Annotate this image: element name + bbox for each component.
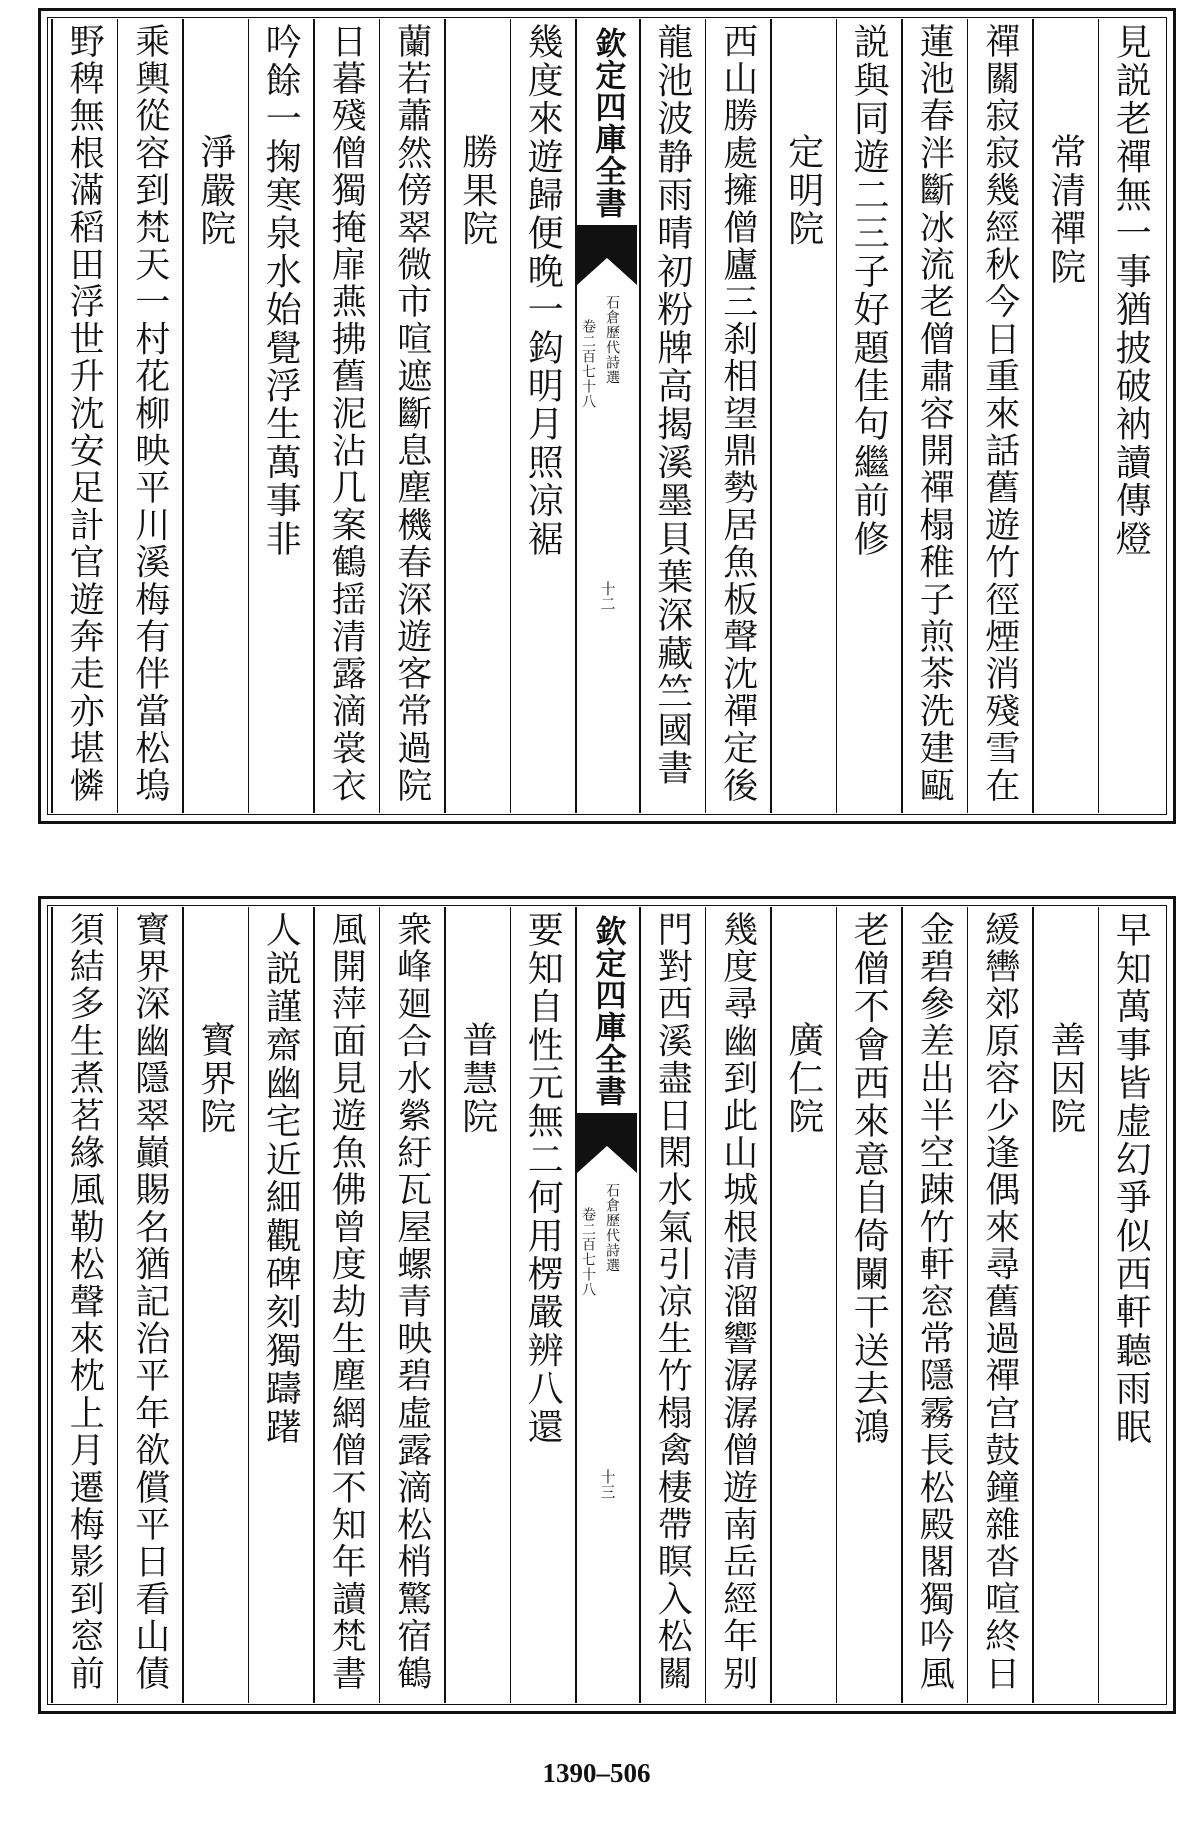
verse-column xyxy=(967,23,1033,809)
section-title xyxy=(444,911,510,1699)
verse-column xyxy=(248,911,314,1699)
verse-column xyxy=(1098,911,1164,1699)
section-title xyxy=(770,23,836,809)
verse-column xyxy=(379,23,445,809)
column-rule xyxy=(901,19,903,813)
column-rule xyxy=(836,907,838,1703)
verse-column xyxy=(705,911,771,1699)
center-rule xyxy=(639,19,641,813)
verse-column xyxy=(639,23,705,809)
fish-tail-top xyxy=(577,1113,637,1173)
verse-text: 龍池波静雨晴初粉牌高揭溪墨貝葉深藏竺國書 xyxy=(651,23,693,787)
column-rule xyxy=(967,907,969,1703)
column-rule xyxy=(1032,907,1034,1703)
verse-text: 風開萍面見遊魚佛曾度劫生塵網僧不知年讀梵書 xyxy=(326,911,367,1693)
verse-text: 禪關寂寂幾經秋今日重來話舊遊竹徑煙消殘雪在 xyxy=(979,23,1020,805)
folio-number: 1390–506 xyxy=(542,1758,651,1788)
section-title xyxy=(182,911,248,1699)
verse-text: 衆峰廻合水縈紆瓦屋螺青映碧虛露滴松梢驚宿鶴 xyxy=(391,911,432,1693)
verse-text: 見説老禪無一事猶披破衲讀傳燈 xyxy=(1110,23,1152,558)
column-rule xyxy=(51,907,53,1703)
verse-text: 要知自性元無二何用楞嚴辨八還 xyxy=(522,911,564,1446)
column-rule xyxy=(182,19,184,813)
verse-text: 野稗無根滿稻田浮世升沈安足計官遊奔走亦堪憐 xyxy=(64,23,105,805)
verse-column xyxy=(117,911,183,1699)
section-title-text: 寳界院 xyxy=(194,1021,236,1136)
verse-text: 須結多生煮茗緣風勒松聲來枕上月遷梅影到窓前 xyxy=(64,911,105,1693)
column-rule xyxy=(901,907,903,1703)
column-rule xyxy=(510,19,512,813)
column-rule xyxy=(51,19,53,813)
verse-column xyxy=(510,23,576,809)
verse-text: 老僧不會西來意自倚闌干送去鴻 xyxy=(848,911,890,1446)
section-title xyxy=(444,23,510,809)
verse-text: 緩轡郊原容少逢偶來尋舊過禪宫鼓鐘雜沓喧終日 xyxy=(979,911,1020,1693)
section-title-text: 定明院 xyxy=(782,133,824,248)
verse-text: 日暮殘僧獨掩扉燕拂舊泥沾几案鶴揺清露滴裳衣 xyxy=(326,23,367,805)
verse-text: 説與同遊二三子好題佳句繼前修 xyxy=(848,23,890,558)
column-rule xyxy=(705,19,707,813)
column-rule xyxy=(1098,907,1100,1703)
verse-column xyxy=(836,911,902,1699)
column-rule xyxy=(313,19,315,813)
verse-text: 幾度來遊歸便晚一鈎明月照凉裾 xyxy=(522,23,564,558)
column-rule xyxy=(770,19,772,813)
column-rule xyxy=(1032,19,1034,813)
page-number: 十三 xyxy=(598,1469,617,1499)
volume-label: 卷二百七十八 xyxy=(580,1207,596,1297)
book-title: 欽定四庫全書 xyxy=(589,915,626,1107)
verse-column xyxy=(1098,23,1164,809)
verse-column xyxy=(117,23,183,809)
column-rule xyxy=(248,907,250,1703)
verse-text: 金碧參差出半空踈竹軒窓常隱霧長松殿閣獨吟風 xyxy=(914,911,955,1693)
section-title xyxy=(1032,911,1098,1699)
column-rule xyxy=(836,19,838,813)
volume-label: 卷二百七十八 xyxy=(580,319,596,409)
column-rule xyxy=(248,19,250,813)
fish-tail-top xyxy=(577,225,637,285)
column-rule xyxy=(967,19,969,813)
page-number: 十二 xyxy=(598,581,617,611)
column-rule xyxy=(705,907,707,1703)
column-rule xyxy=(444,19,446,813)
verse-column xyxy=(313,23,379,809)
book-title: 欽定四庫全書 xyxy=(589,27,626,219)
center-rule xyxy=(575,19,577,813)
verse-column xyxy=(836,23,902,809)
column-rule xyxy=(117,907,119,1703)
verse-column xyxy=(901,911,967,1699)
verse-column xyxy=(379,911,445,1699)
section-title xyxy=(770,911,836,1699)
verse-column xyxy=(705,23,771,809)
center-band xyxy=(575,23,639,809)
section-title-text: 廣仁院 xyxy=(782,1021,824,1136)
section-title-text: 善因院 xyxy=(1044,1021,1086,1136)
section-title-text: 淨嚴院 xyxy=(194,133,236,248)
verse-text: 幾度尋幽到此山城根清溜響潺潺僧遊南岳經年别 xyxy=(717,911,758,1693)
section-title xyxy=(1032,23,1098,809)
verse-text: 寳界深幽隱翠巓賜名猶記治平年欲償平日看山債 xyxy=(129,911,170,1693)
bottom-page xyxy=(38,896,1176,1714)
column-rule xyxy=(117,19,119,813)
verse-column xyxy=(51,911,117,1699)
column-rule xyxy=(182,907,184,1703)
column-rule xyxy=(379,19,381,813)
section-title xyxy=(182,23,248,809)
column-rule xyxy=(510,907,512,1703)
verse-text: 早知萬事皆虚幻爭似西軒聽雨眠 xyxy=(1110,911,1152,1446)
verse-column xyxy=(248,23,314,809)
verse-text: 乘輿從容到梵天一村花柳映平川溪梅有伴當松塢 xyxy=(129,23,170,805)
column-rule xyxy=(1098,19,1100,813)
column-rule xyxy=(770,907,772,1703)
top-page xyxy=(38,8,1176,824)
verse-column xyxy=(51,23,117,809)
verse-text: 門對西溪盡日閑水氣引凉生竹榻禽棲帶瞑入松關 xyxy=(652,911,693,1693)
collection-subtitle: 石倉歷代詩選 xyxy=(604,1183,620,1273)
section-title-text: 勝果院 xyxy=(456,133,498,248)
verse-column xyxy=(510,911,576,1699)
column-rule xyxy=(444,907,446,1703)
collection-subtitle: 石倉歷代詩選 xyxy=(604,295,620,385)
verse-column xyxy=(901,23,967,809)
verse-column xyxy=(639,911,705,1699)
verse-column xyxy=(967,911,1033,1699)
center-band xyxy=(575,911,639,1699)
verse-text: 人説謹齋幽宅近細觀碑刻獨躊躇 xyxy=(260,911,302,1446)
center-rule xyxy=(575,907,577,1703)
verse-column xyxy=(313,911,379,1699)
section-title-text: 常清禪院 xyxy=(1044,133,1086,286)
column-rule xyxy=(313,907,315,1703)
section-title-text: 普慧院 xyxy=(456,1021,498,1136)
column-rule xyxy=(379,907,381,1703)
center-rule xyxy=(639,907,641,1703)
verse-text: 蓮池春泮斷冰流老僧肅容開禪榻稚子煎茶洗建甌 xyxy=(914,23,955,805)
verse-text: 蘭若蕭然傍翠微市喧遮斷息塵機春深遊客常過院 xyxy=(391,23,432,805)
verse-text: 吟餘一掬寒泉水始覺浮生萬事非 xyxy=(260,23,302,558)
verse-text: 西山勝處擁僧廬三刹相望鼎勢居魚板聲沈禪定後 xyxy=(717,23,758,805)
